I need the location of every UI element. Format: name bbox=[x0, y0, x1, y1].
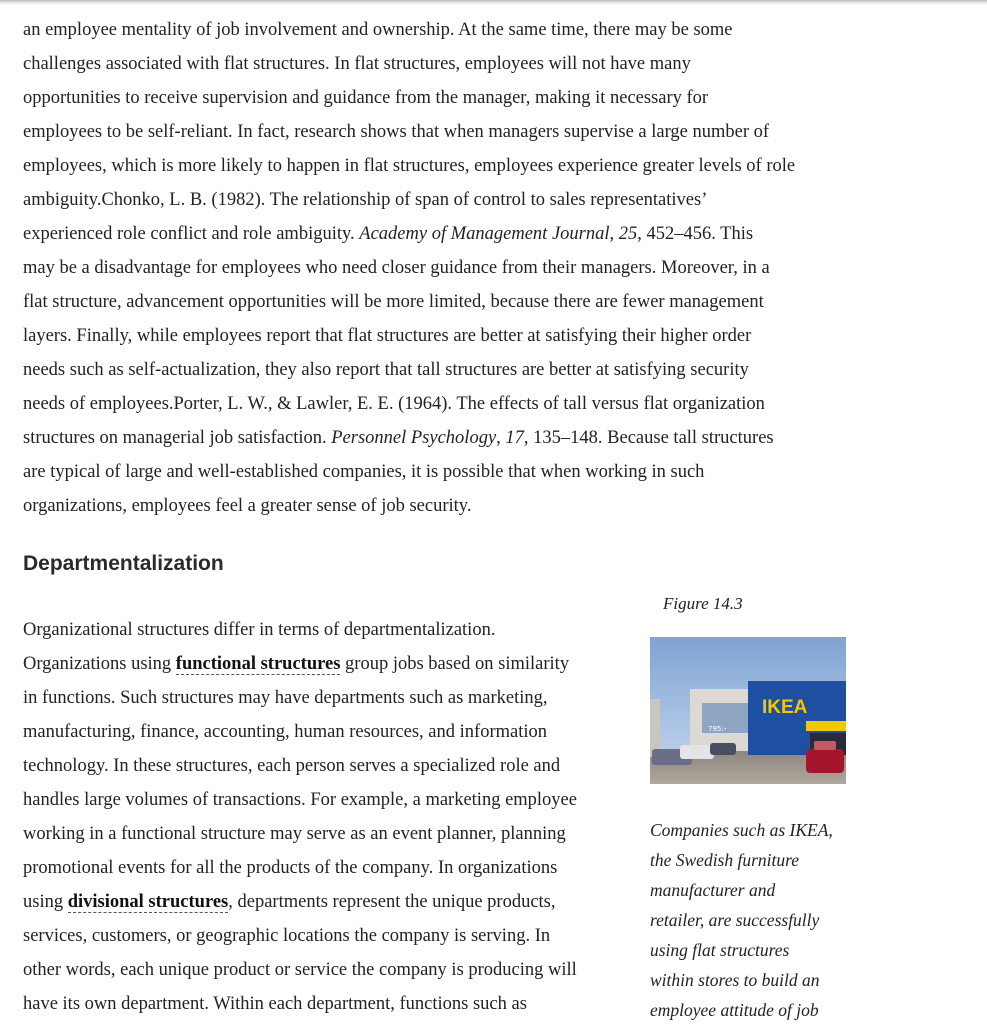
text-run: , 135–148. Because tall structures bbox=[523, 428, 774, 448]
text-run: ambiguity.Chonko, L. B. (1982). The relationship of span of control to sales representatives’ bbox=[23, 190, 708, 210]
text-run: are typical of large and well-established companies, it is possible that when working in such bbox=[23, 462, 705, 482]
text-line bbox=[23, 647, 643, 681]
text-run: , 452–456. This bbox=[637, 224, 754, 244]
text-line bbox=[23, 149, 873, 183]
text-run: structures on managerial job satisfaction. bbox=[23, 428, 332, 448]
top-edge-shadow bbox=[0, 0, 987, 5]
text-run: manufacturing, finance, accounting, human resources, and information bbox=[23, 722, 547, 742]
text-line bbox=[23, 387, 873, 421]
text-run: promotional events for all the products of the company. In organizations bbox=[23, 858, 558, 878]
photo-price-text: 795:- bbox=[708, 725, 727, 733]
text-line bbox=[23, 681, 643, 715]
text-line bbox=[23, 81, 873, 115]
text-line bbox=[23, 319, 873, 353]
text-line bbox=[23, 47, 873, 81]
text-run: working in a functional structure may serve as an event planner, planning bbox=[23, 824, 566, 844]
text-line bbox=[23, 13, 873, 47]
text-run: employees, which is more likely to happen in flat structures, employees experience greater levels of role bbox=[23, 156, 796, 176]
text-run: in functions. Such structures may have departments such as marketing, bbox=[23, 688, 548, 708]
text-run: other words, each unique product or service the company is producing will bbox=[23, 960, 577, 980]
text-run: , bbox=[609, 224, 619, 244]
text-run: , departments represent the unique products, bbox=[228, 892, 556, 912]
text-line bbox=[23, 953, 643, 987]
body-paragraph bbox=[23, 13, 873, 523]
text-line bbox=[23, 115, 873, 149]
text-run: opportunities to receive supervision and guidance from the manager, making it necessary for bbox=[23, 88, 709, 108]
text-line bbox=[23, 885, 643, 919]
text-line bbox=[23, 421, 873, 455]
glossary-term-link[interactable]: divisional structures bbox=[67, 892, 229, 912]
text-run: organizations, employees feel a greater sense of job security. bbox=[23, 496, 472, 516]
text-line bbox=[23, 217, 873, 251]
text-line bbox=[23, 613, 643, 647]
text-run: an employee mentality of job involvement and ownership. At the same time, there may be some bbox=[23, 20, 733, 40]
ikea-store-photo bbox=[650, 637, 846, 784]
text-run: handles large volumes of transactions. For example, a marketing employee bbox=[23, 790, 577, 810]
text-run: layers. Finally, while employees report that flat structures are better at satisfying their higher order bbox=[23, 326, 752, 346]
text-run: Organizations using bbox=[23, 654, 176, 674]
caption-line: employee attitude of job bbox=[650, 1000, 819, 1020]
caption-line: using flat structures bbox=[650, 940, 790, 960]
text-line bbox=[23, 455, 873, 489]
caption-line: manufacturer and bbox=[650, 880, 776, 900]
text-line bbox=[23, 715, 643, 749]
text-line bbox=[23, 489, 873, 523]
text-line bbox=[23, 353, 873, 387]
figure-caption bbox=[650, 815, 860, 1025]
text-run: employees to be self-reliant. In fact, research shows that when managers supervise a large number of bbox=[23, 122, 770, 142]
italic-citation: 17 bbox=[505, 428, 524, 448]
caption-line: within stores to build an bbox=[650, 970, 820, 990]
text-line bbox=[23, 285, 873, 319]
photo-sign-text: IKEA bbox=[762, 697, 808, 718]
text-run: flat structure, advancement opportunities will be more limited, because there are fewer management bbox=[23, 292, 764, 312]
glossary-term-link[interactable]: functional structures bbox=[175, 654, 341, 674]
figure-label: Figure 14.3 bbox=[663, 594, 743, 613]
text-line bbox=[23, 817, 643, 851]
italic-citation: 25 bbox=[618, 224, 638, 244]
text-run: , bbox=[496, 428, 506, 448]
caption-line: retailer, are successfully bbox=[650, 910, 820, 930]
text-run: using bbox=[23, 892, 68, 912]
text-run: needs of employees.Porter, L. W., & Lawler, E. E. (1964). The effects of tall versus flat organization bbox=[23, 394, 765, 414]
italic-citation: Academy of Management Journal bbox=[359, 224, 610, 244]
text-run: challenges associated with flat structures. In flat structures, employees will not have many bbox=[23, 54, 691, 74]
section-heading: Departmentalization bbox=[23, 552, 224, 575]
text-line bbox=[23, 749, 643, 783]
text-run: have its own department. Within each department, functions such as bbox=[23, 994, 527, 1014]
body-paragraph-departmentalization bbox=[23, 613, 643, 1021]
text-run: Organizational structures differ in terms of departmentalization. bbox=[23, 620, 496, 640]
text-run: experienced role conflict and role ambiguity. bbox=[23, 224, 360, 244]
text-run: needs such as self-actualization, they also report that tall structures are better at satisfying security bbox=[23, 360, 749, 380]
text-run: technology. In these structures, each person serves a specialized role and bbox=[23, 756, 561, 776]
text-line bbox=[23, 251, 873, 285]
text-run: group jobs based on similarity bbox=[340, 654, 570, 674]
caption-line: Companies such as IKEA, bbox=[650, 820, 833, 840]
text-line bbox=[23, 851, 643, 885]
text-line bbox=[23, 919, 643, 953]
caption-line: the Swedish furniture bbox=[650, 850, 800, 870]
italic-citation: Personnel Psychology bbox=[331, 428, 497, 448]
text-run: may be a disadvantage for employees who need closer guidance from their managers. Moreover, in a bbox=[23, 258, 770, 278]
text-line bbox=[23, 783, 643, 817]
page-content bbox=[23, 13, 873, 523]
text-run: services, customers, or geographic locations the company is serving. In bbox=[23, 926, 551, 946]
text-line bbox=[23, 183, 873, 217]
text-line bbox=[23, 987, 643, 1021]
